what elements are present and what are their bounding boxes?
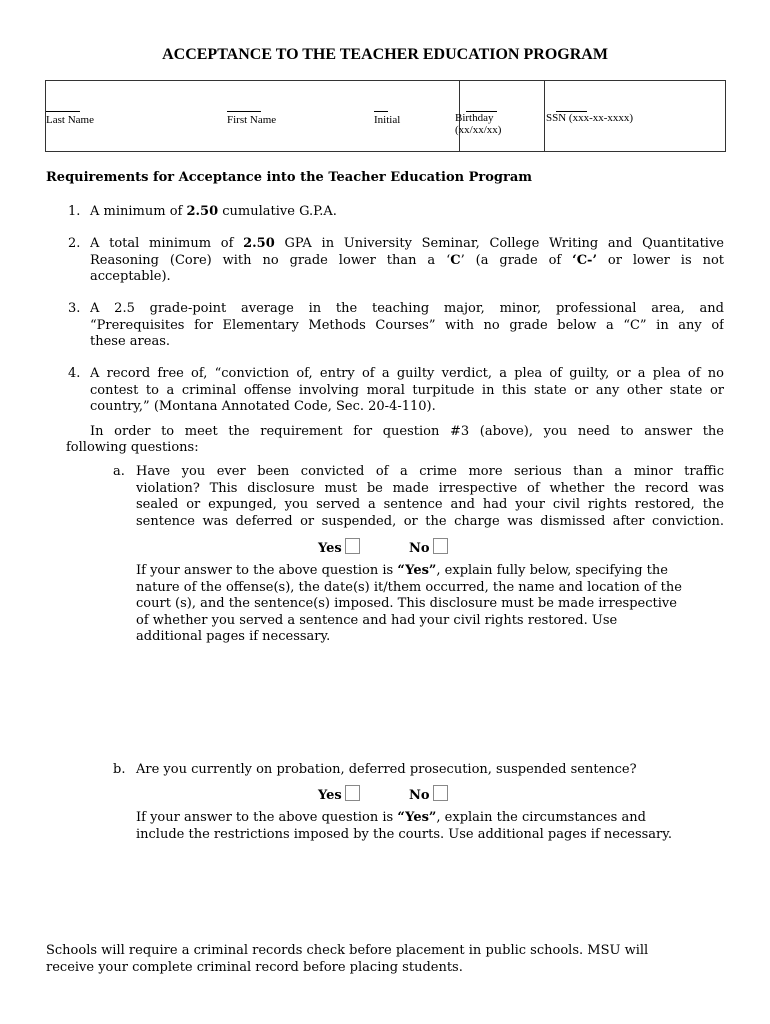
document-title: ACCEPTANCE TO THE TEACHER EDUCATION PROGRAM: [162, 46, 608, 63]
birthday-format: (xx/xx/xx): [455, 124, 502, 136]
birthday-label: Birthday: [455, 112, 494, 124]
ssn-label: SSN (xxx-xx-xxxx): [546, 112, 634, 124]
question-a-followup: nature of the offense(s), the date(s) it/them occurred, the name and location of the: [136, 579, 682, 595]
question-b-no-option: [409, 785, 448, 802]
question-a-text: violation? This disclosure must be made irrespective of whether the record was: [136, 480, 724, 496]
divider: [544, 81, 545, 151]
question-a-text: sealed or expunged, you served a sentence and had your civil rights restored, the: [136, 497, 724, 512]
requirement-4-line: contest to a criminal offense involving moral turpitude in this state or any other state or: [90, 382, 724, 398]
requirement-2-line: A total minimum of 2.50 GPA in University Seminar, College Writing and Quantitative: [90, 236, 724, 251]
requirement-4-line: A record free of, “conviction of, entry of a guilty verdict, a plea of guilty, or a plea of no: [90, 366, 724, 381]
requirement-3-line: these areas.: [90, 334, 170, 349]
question-a-text: sentence was deferred or suspended, or the charge was dismissed after conviction.: [136, 513, 724, 529]
item-number: 4.: [68, 366, 81, 381]
first-name-label: First Name: [227, 114, 277, 126]
item-number: 3.: [68, 301, 81, 316]
item-number: 2.: [68, 236, 81, 251]
question-a-yes-option: [318, 538, 360, 555]
question-a-followup: of whether you served a sentence and had your civil rights restored. Use: [136, 612, 618, 628]
no-checkbox[interactable]: [433, 785, 448, 801]
question-a-no-option: [409, 538, 448, 555]
yes-checkbox[interactable]: [345, 538, 360, 554]
requirements-heading: Requirements for Acceptance into the Teacher Education Program: [46, 170, 533, 185]
requirement-3-line: A 2.5 grade-point average in the teaching major, minor, professional area, and: [90, 301, 724, 316]
intro-line: In order to meet the requirement for question #3 (above), you need to answer the: [90, 424, 724, 439]
requirement-2-line: Reasoning (Core) with no grade lower than a ‘C’ (a grade of ‘C-’ or lower is not: [90, 252, 724, 268]
footer-note: Schools will require a criminal records check before placement in public schools. MSU will: [46, 943, 649, 958]
question-b-yes-option: [318, 785, 360, 802]
requirement-4-line: country,” (Montana Annotated Code, Sec. 20-4-110).: [90, 399, 436, 414]
yes-label: Yes: [318, 541, 342, 556]
question-a-text: Have you ever been convicted of a crime more serious than a minor traffic: [136, 464, 724, 479]
first-name-field[interactable]: [227, 111, 261, 112]
initial-field[interactable]: [374, 111, 388, 112]
no-checkbox[interactable]: [433, 538, 448, 554]
last-name-field[interactable]: [46, 111, 80, 112]
requirement-1: A minimum of 2.50 cumulative G.P.A.: [90, 204, 337, 219]
last-name-label: Last Name: [46, 114, 94, 126]
question-b-followup: include the restrictions imposed by the courts. Use additional pages if necessary.: [136, 826, 672, 842]
requirement-2-line: acceptable).: [90, 269, 171, 284]
initial-label: Initial: [374, 114, 401, 126]
no-label: No: [409, 788, 430, 803]
yes-label: Yes: [318, 788, 342, 803]
applicant-info-box: [45, 80, 726, 152]
requirement-3-line: “Prerequisites for Elementary Methods Courses” with no grade below a “C” in any of: [90, 317, 724, 333]
question-b-followup: If your answer to the above question is “Yes”, explain the circumstances and: [136, 810, 646, 825]
question-a-followup: If your answer to the above question is “Yes”, explain fully below, specifying the: [136, 563, 668, 578]
footer-note: receive your complete criminal record before placing students.: [46, 959, 463, 975]
question-letter: a.: [113, 464, 125, 479]
item-number: 1.: [68, 204, 81, 219]
question-a-followup: court (s), and the sentence(s) imposed. This disclosure must be made irrespective: [136, 596, 677, 611]
question-b-text: Are you currently on probation, deferred prosecution, suspended sentence?: [136, 762, 637, 777]
question-a-followup: additional pages if necessary.: [136, 629, 331, 644]
yes-checkbox[interactable]: [345, 785, 360, 801]
no-label: No: [409, 541, 430, 556]
question-letter: b.: [113, 762, 126, 777]
intro-line: following questions:: [66, 440, 199, 455]
